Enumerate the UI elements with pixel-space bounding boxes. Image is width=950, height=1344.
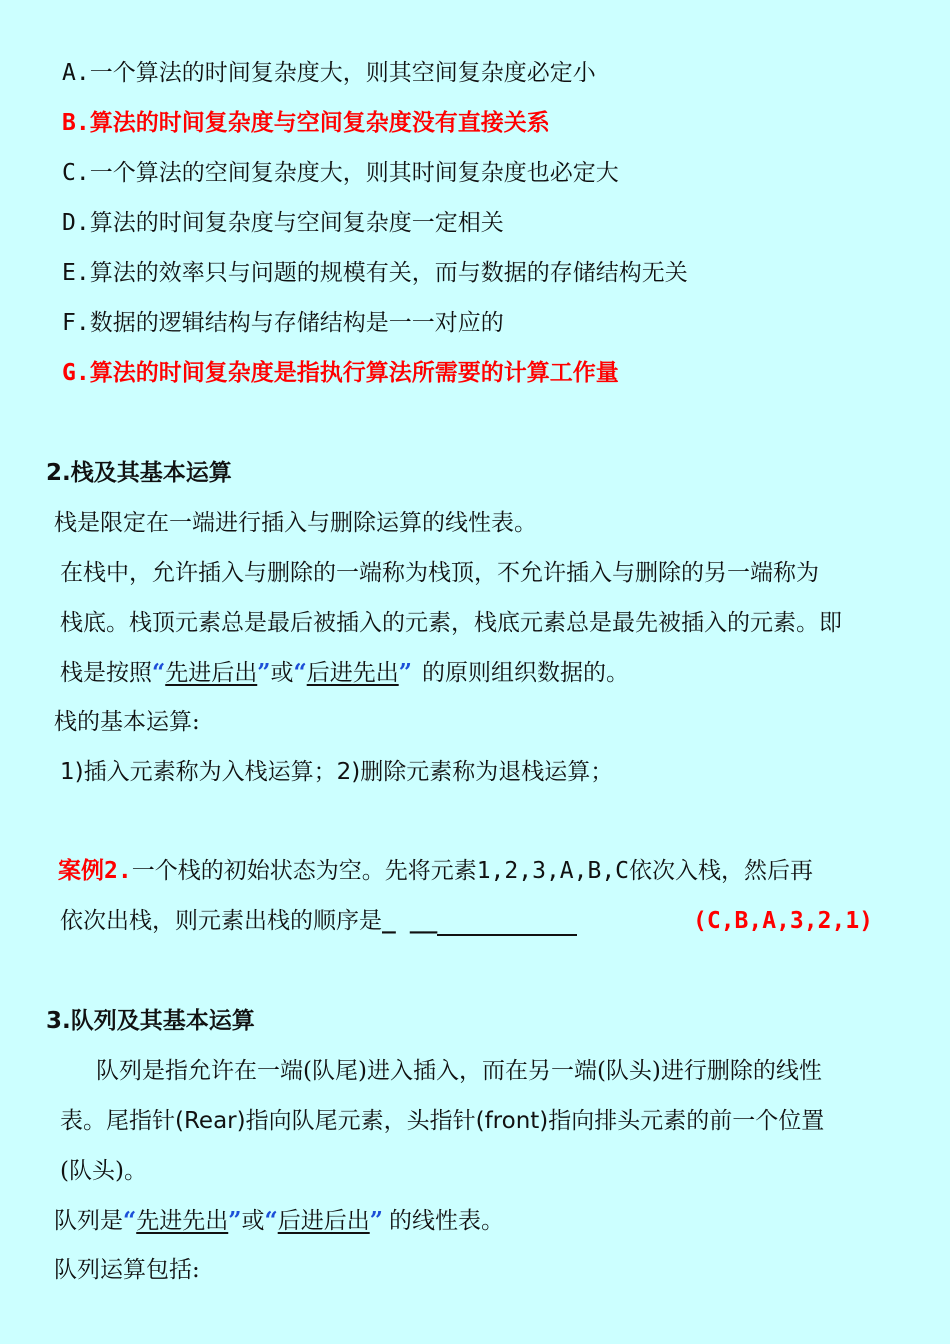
case-text: 依次入栈，然后再	[629, 858, 814, 884]
case2-line1	[58, 856, 813, 886]
case-elements: 1,2,3,A,B,C	[476, 858, 630, 884]
quote-close: ”	[398, 659, 412, 686]
section2-heading: 2.栈及其基本运算	[46, 460, 232, 486]
queue-desc-line3: (队头)。	[60, 1158, 147, 1184]
stack-desc-line2: 栈底。栈顶元素总是最后被插入的元素，栈底元素总是最先被插入的元素。即	[60, 610, 842, 636]
queue-pre: 队列是	[54, 1208, 123, 1234]
option-text: 数据的逻辑结构与存储结构是一一对应的	[89, 310, 504, 336]
case-question: 依次出栈，则元素出栈的顺序是	[60, 908, 382, 934]
stack-ops-label: 栈的基本运算:	[54, 709, 200, 735]
queue-post: 的线性表。	[388, 1208, 504, 1234]
option-letter: F.	[62, 310, 90, 336]
option-text: 算法的效率只与问题的规模有关，而与数据的存储结构无关	[89, 260, 688, 286]
stack-desc-line3	[60, 658, 629, 688]
op-text: 删除元素称为退栈运算；	[360, 759, 614, 785]
option-g	[62, 358, 619, 388]
queue-desc-a: 表。尾指针	[60, 1108, 175, 1134]
option-text: 一个算法的时间复杂度大，则其空间复杂度必定小	[89, 60, 596, 86]
quote-open: “	[152, 659, 166, 686]
quote-open: “	[123, 1207, 137, 1234]
term-fifo-2: 后进后出	[277, 1208, 370, 1234]
answer-blank-text: _ __	[382, 908, 438, 934]
answer-blank	[437, 912, 577, 936]
option-text: 一个算法的空间复杂度大，则其时间复杂度也必定大	[89, 160, 619, 186]
case-number: 2.	[104, 858, 132, 884]
option-letter: D.	[62, 210, 90, 236]
option-letter: E.	[62, 260, 90, 286]
op-text: 插入元素称为入栈运算；	[83, 759, 337, 785]
quote-open: “	[264, 1207, 278, 1234]
queue-fifo-line	[54, 1206, 504, 1236]
stack-desc-post: 的原则组织数据的。	[421, 660, 629, 686]
option-f	[62, 308, 504, 338]
option-letter: G.	[62, 360, 90, 386]
option-letter: C.	[62, 160, 90, 186]
option-e	[62, 258, 688, 288]
op-number: 1)	[60, 759, 84, 785]
quote-close: ”	[257, 659, 271, 686]
option-text: 算法的时间复杂度是指执行算法所需要的计算工作量	[89, 359, 619, 386]
option-letter: B.	[62, 110, 90, 136]
case-text: 一个栈的初始状态为空。先将元素	[131, 858, 477, 884]
quote-close: ”	[369, 1207, 383, 1234]
option-text: 算法的时间复杂度与空间复杂度没有直接关系	[89, 109, 550, 136]
stack-definition: 栈是限定在一端进行插入与删除运算的线性表。	[54, 510, 537, 536]
quote-close: ”	[228, 1207, 242, 1234]
quote-open: “	[293, 659, 307, 686]
queue-desc-c: 指向排头元素的前一个位置	[548, 1108, 825, 1134]
case2-line2	[60, 906, 577, 936]
front-term: (front)	[475, 1108, 549, 1134]
queue-desc-b: 指向队尾元素，头指针	[245, 1108, 476, 1134]
case2-answer: (C,B,A,3,2,1)	[693, 908, 874, 934]
option-d	[62, 208, 504, 238]
or-text: 或	[241, 1208, 265, 1234]
case-label: 案例	[58, 857, 104, 884]
stack-desc-line1: 在栈中，允许插入与删除的一端称为栈顶，不允许插入与删除的另一端称为	[60, 560, 819, 586]
or-text: 或	[270, 660, 294, 686]
option-letter: A.	[62, 60, 90, 86]
queue-desc-line2	[60, 1106, 824, 1136]
option-b	[62, 108, 550, 138]
option-text: 算法的时间复杂度与空间复杂度一定相关	[89, 210, 504, 236]
option-a	[62, 58, 596, 88]
stack-desc-pre: 栈是按照	[60, 660, 152, 686]
queue-ops-label: 队列运算包括:	[54, 1257, 200, 1283]
op-number: 2)	[336, 759, 361, 785]
term-lifo-1: 先进后出	[165, 660, 258, 686]
queue-desc-line1: 队列是指允许在一端(队尾)进入插入，而在另一端(队头)进行删除的线性	[96, 1058, 822, 1084]
term-fifo-1: 先进先出	[136, 1208, 229, 1234]
rear-term: (Rear)	[175, 1108, 246, 1134]
stack-ops-list	[60, 757, 613, 787]
section3-heading: 3.队列及其基本运算	[46, 1008, 255, 1034]
option-c	[62, 158, 619, 188]
term-lifo-2: 后进先出	[306, 660, 399, 686]
